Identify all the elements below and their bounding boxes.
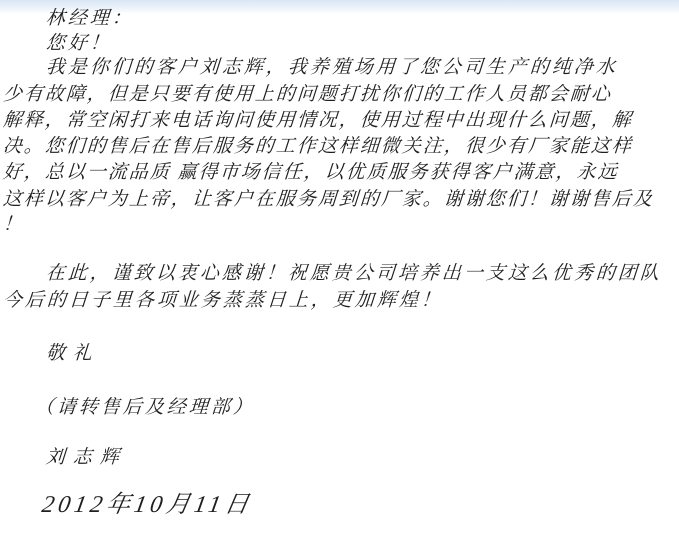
paragraph1-line: 这样以客户为上帝，让客户在服务周到的厂家。谢谢您们！谢谢售后及: [2, 189, 655, 210]
signature: 刘志辉: [45, 447, 128, 468]
paragraph2-line: 在此，谨致以衷心感谢！祝愿贵公司培养出一支这么优秀的团队: [45, 263, 663, 284]
paragraph1-line: ！: [2, 214, 26, 235]
routing-note: （请转售后及经理部）: [34, 397, 256, 418]
letter-date: 2012年10月11日: [40, 492, 255, 518]
paragraph1-line: 好，总以一流品质 赢得市场信任，以优质服务获得客户满意，永远: [2, 162, 620, 183]
letter-closing: 敬礼: [45, 343, 101, 364]
letter-greeting: 您好！: [45, 33, 113, 54]
paragraph1-line: 少有故障，但是只要有使用上的问题打扰你们的工作人员都会耐心: [2, 84, 613, 105]
paragraph1-line: 解释，常空闲打来电话询问使用情况，使用过程中出现什么问题，解: [2, 110, 634, 131]
letter-salutation: 林经理：: [45, 8, 135, 29]
paragraph1-line: 我是你们的客户刘志辉，我养殖场用了您公司生产的纯净水: [45, 57, 619, 78]
paragraph1-line: 决。您们的售后在售后服务的工作这样细微关注，很少有厂家能这样: [2, 136, 634, 157]
paragraph2-line: 今后的日子里各项业务蒸蒸日上，更加辉煌！: [2, 290, 444, 311]
